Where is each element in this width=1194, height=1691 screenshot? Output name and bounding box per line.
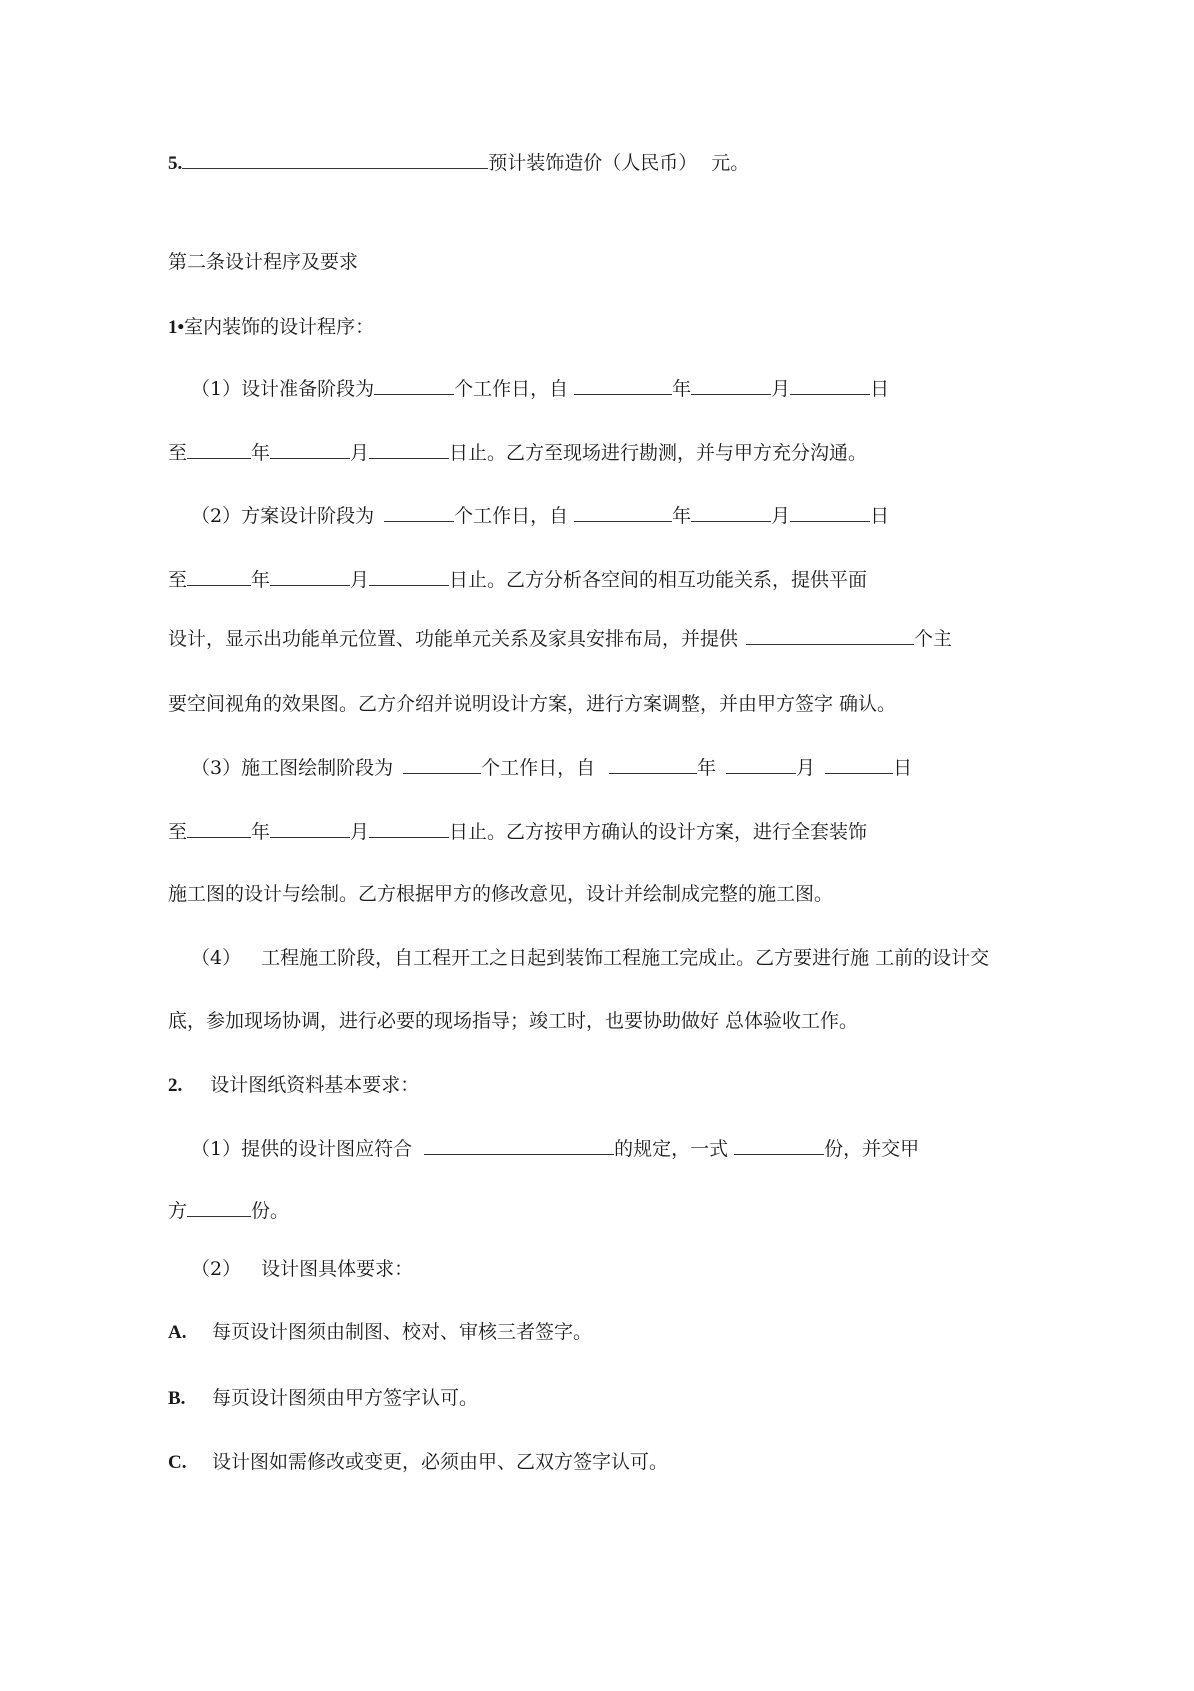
- end-day-blank[interactable]: [369, 440, 449, 459]
- requirement-end: 份，并交甲: [824, 1138, 920, 1160]
- requirement-number: （2）: [191, 1258, 242, 1280]
- list-item-letter: B.: [168, 1388, 186, 1409]
- copies-blank[interactable]: [734, 1136, 824, 1155]
- cost-unit: 元。: [711, 152, 750, 174]
- requirement-1-line-2: [168, 1198, 289, 1223]
- start-year-blank[interactable]: [609, 755, 697, 774]
- end-day-blank[interactable]: [369, 819, 449, 838]
- section-number: 2.: [168, 1075, 183, 1096]
- year-label: 年: [672, 505, 692, 527]
- copies-label: 份。: [251, 1200, 290, 1222]
- workdays-blank[interactable]: [384, 503, 454, 522]
- stage-description: 日止。乙方按甲方确认的设计方案，进行全套装饰: [449, 821, 868, 843]
- stage-number: （3）: [191, 757, 242, 779]
- stage-number: （2）: [191, 505, 242, 527]
- end-day-blank[interactable]: [369, 567, 449, 586]
- month-label: 月: [350, 569, 370, 591]
- stage-label: 设计准备阶段为: [241, 378, 375, 400]
- requirement-2-heading: [191, 1257, 413, 1281]
- start-day-blank[interactable]: [790, 376, 870, 395]
- requirement-number: （1）: [191, 1138, 242, 1160]
- section-1-heading: [168, 315, 374, 340]
- stage-2-line-2: [168, 567, 867, 592]
- workdays-label: 个工作日，自: [481, 757, 596, 779]
- start-day-blank[interactable]: [790, 503, 870, 522]
- stage-2-line-4: 要空间视角的效果图。乙方介绍并说明设计方案，进行方案调整，并由甲方签字 确认。: [168, 693, 897, 715]
- section-2-heading: [168, 1073, 419, 1098]
- year-label: 年: [251, 821, 271, 843]
- standard-blank[interactable]: [424, 1136, 614, 1155]
- end-month-blank[interactable]: [270, 819, 350, 838]
- item-5-cost-line: [168, 150, 749, 176]
- renderings-count-blank[interactable]: [746, 626, 914, 645]
- stage-description: 工程施工阶段，自工程开工之日起到装饰工程施工完成止。乙方要进行施 工前的设计交: [261, 947, 990, 969]
- year-label: 年: [672, 378, 692, 400]
- stage-description: 日止。乙方分析各空间的相互功能关系，提供平面: [449, 569, 868, 591]
- item-number: 5.: [168, 153, 183, 174]
- month-label: 月: [350, 821, 370, 843]
- stage-3-line-1: [191, 755, 912, 780]
- year-label: 年: [697, 757, 717, 779]
- start-year-blank[interactable]: [574, 503, 672, 522]
- stage-4-line-1: [191, 946, 989, 970]
- day-label: 日: [893, 757, 913, 779]
- start-year-blank[interactable]: [574, 376, 672, 395]
- requirement-title: 设计图具体要求：: [261, 1258, 414, 1280]
- cost-blank-field[interactable]: [182, 150, 488, 169]
- month-label: 月: [771, 505, 791, 527]
- section-number: 1•: [168, 317, 185, 338]
- end-year-blank[interactable]: [187, 440, 251, 459]
- list-item-letter: A.: [168, 1322, 187, 1343]
- list-item-text: 设计图如需修改或变更，必须由甲、乙双方签字认可。: [212, 1451, 669, 1473]
- month-label: 月: [350, 442, 370, 464]
- stage-description-end: 个主: [914, 628, 953, 650]
- end-month-blank[interactable]: [270, 440, 350, 459]
- party-a-label: 方: [168, 1200, 188, 1222]
- end-year-blank[interactable]: [187, 819, 251, 838]
- stage-4-line-2: 底，参加现场协调，进行必要的现场指导；竣工时，也要协助做好 总体验收工作。: [168, 1010, 859, 1032]
- list-item-text: 每页设计图须由甲方签字认可。: [212, 1387, 479, 1409]
- requirement-mid: 的规定，一式: [614, 1138, 729, 1160]
- list-item-text: 每页设计图须由制图、校对、审核三者签字。: [212, 1321, 593, 1343]
- stage-1-line-1: [191, 376, 889, 401]
- stage-description: 设计，显示出功能单元位置、功能单元关系及家具安排布局，并提供: [168, 628, 739, 650]
- year-label: 年: [251, 569, 271, 591]
- year-label: 年: [251, 442, 271, 464]
- stage-2-line-1: [191, 503, 889, 528]
- stage-number: （4）: [191, 947, 242, 969]
- stage-label: 施工图绘制阶段为: [241, 757, 394, 779]
- to-label: 至: [168, 821, 188, 843]
- stage-label: 方案设计阶段为: [241, 505, 375, 527]
- requirement-label: 提供的设计图应符合: [241, 1138, 413, 1160]
- list-item-letter: C.: [168, 1452, 187, 1473]
- workdays-blank[interactable]: [403, 755, 481, 774]
- cost-label: 预计装饰造价（人民币）: [488, 152, 698, 174]
- workdays-blank[interactable]: [374, 376, 454, 395]
- stage-number: （1）: [191, 378, 242, 400]
- party-a-copies-blank[interactable]: [187, 1198, 251, 1217]
- month-label: 月: [796, 757, 816, 779]
- workdays-label: 个工作日，自: [454, 378, 569, 400]
- to-label: 至: [168, 569, 188, 591]
- article-2-heading: 第二条设计程序及要求: [168, 251, 359, 273]
- list-item: [168, 1320, 592, 1345]
- end-month-blank[interactable]: [270, 567, 350, 586]
- stage-description: 日止。乙方至现场进行勘测，并与甲方充分沟通。: [449, 442, 868, 464]
- stage-3-line-3: 施工图的设计与绘制。乙方根据甲方的修改意见，设计并绘制成完整的施工图。: [168, 883, 834, 905]
- month-label: 月: [771, 378, 791, 400]
- stage-1-line-2: [168, 440, 867, 465]
- start-month-blank[interactable]: [691, 503, 771, 522]
- stage-3-line-2: [168, 819, 867, 844]
- workdays-label: 个工作日，自: [454, 505, 569, 527]
- end-year-blank[interactable]: [187, 567, 251, 586]
- start-day-blank[interactable]: [825, 755, 893, 774]
- start-month-blank[interactable]: [691, 376, 771, 395]
- section-title: 设计图纸资料基本要求：: [210, 1074, 420, 1096]
- list-item: [168, 1386, 478, 1411]
- stage-2-line-3: [168, 626, 952, 651]
- day-label: 日: [870, 505, 890, 527]
- requirement-1-line-1: [191, 1136, 919, 1161]
- day-label: 日: [870, 378, 890, 400]
- to-label: 至: [168, 442, 188, 464]
- start-month-blank[interactable]: [726, 755, 796, 774]
- list-item: [168, 1450, 668, 1475]
- section-title: 室内装饰的设计程序：: [184, 316, 375, 338]
